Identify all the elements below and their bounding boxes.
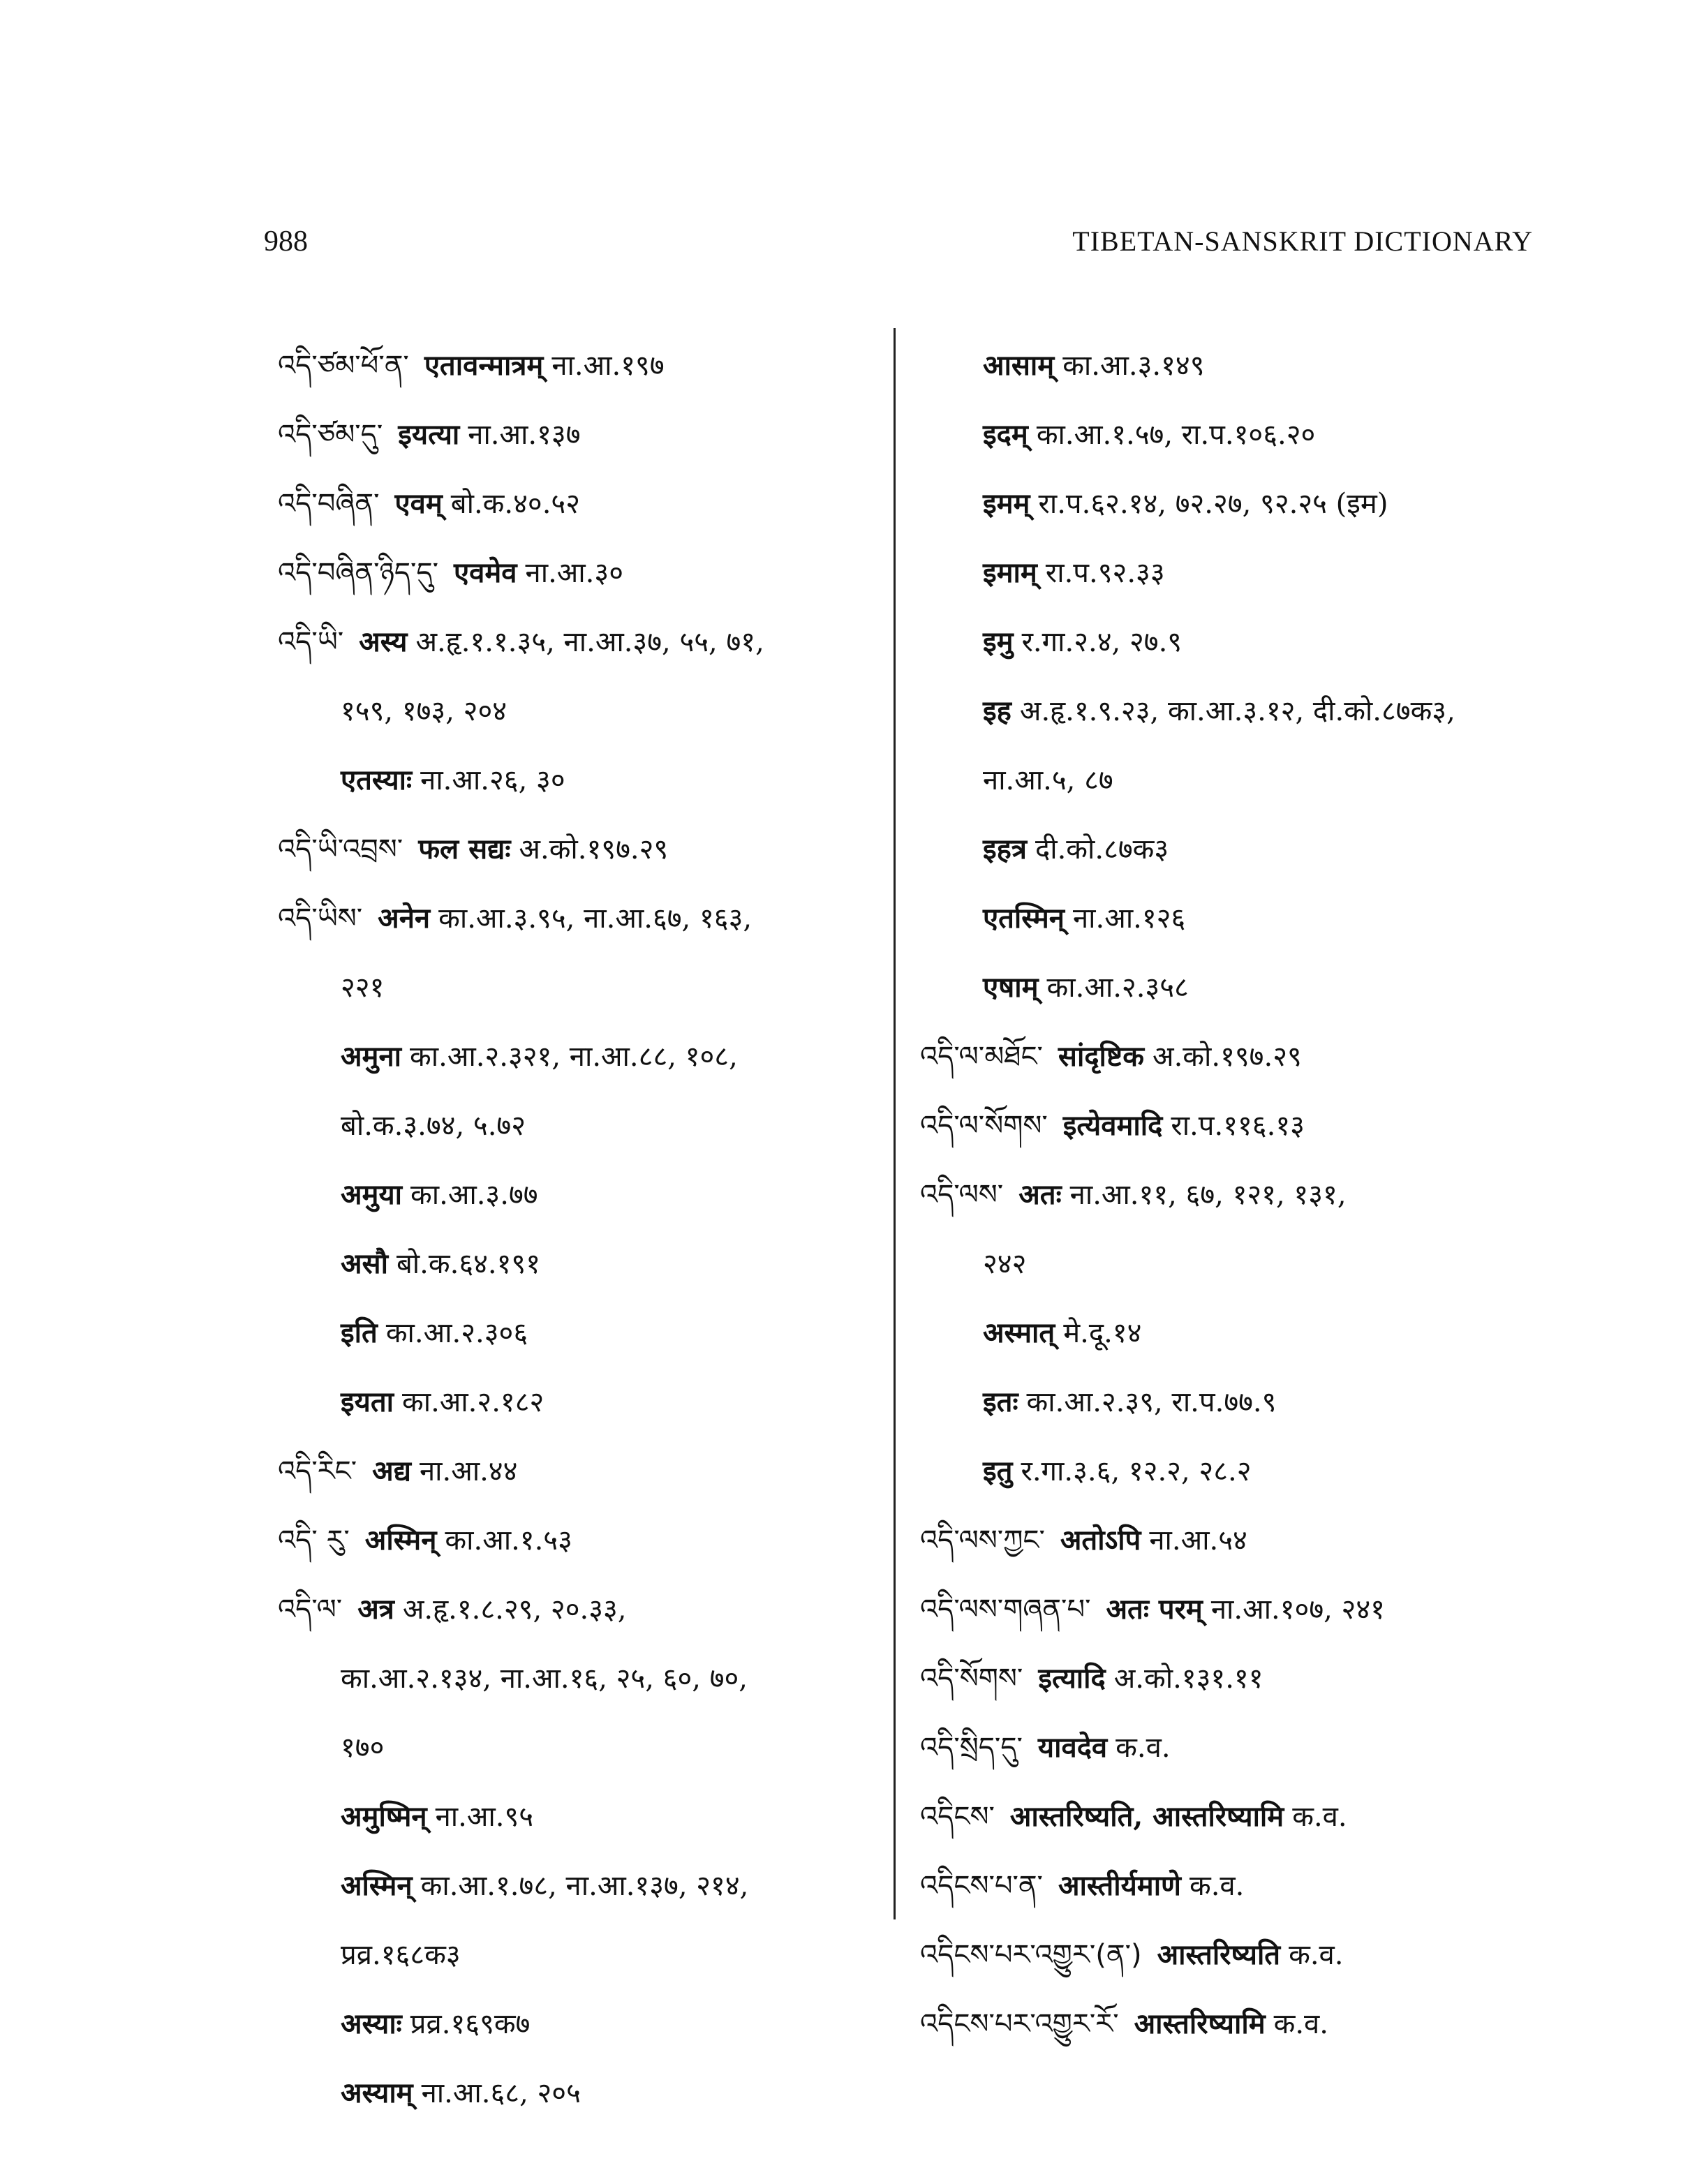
source-reference: का.आ.२.३५८ — [1046, 972, 1189, 1004]
tibetan-headword: འདི་སྲིད་དུ་ — [920, 1732, 1023, 1764]
entry-continuation — [278, 1864, 878, 1933]
sanskrit-equivalent: इहत्र — [983, 833, 1027, 866]
sanskrit-equivalent: इत्यादि — [1038, 1662, 1106, 1695]
source-reference: बो.क.३.७४, ५.७२ — [341, 1110, 526, 1142]
source-reference: रा.प.६२.१४, ७२.२७, ९२.२५ (इम) — [1038, 488, 1388, 520]
source-reference: अ.को.१३१.११ — [1113, 1663, 1263, 1695]
source-reference: ना.आ.१३७ — [468, 419, 581, 451]
tibetan-headword: འདིངས་ — [920, 1801, 995, 1833]
sanskrit-equivalent: अमुष्मिन् — [341, 1800, 427, 1833]
sanskrit-equivalent: इमाम् — [983, 556, 1037, 589]
source-reference: का.आ.१.५७, रा.प.१०६.२० — [1036, 419, 1316, 451]
sanskrit-equivalent: अस्मात् — [983, 1316, 1055, 1349]
sanskrit-equivalent: इदम् — [983, 418, 1028, 451]
entry-continuation — [920, 1449, 1548, 1518]
dictionary-entry — [920, 1933, 1548, 2002]
sanskrit-equivalent: एषाम् — [983, 971, 1039, 1004]
sanskrit-equivalent: एतस्मिन् — [983, 902, 1065, 935]
source-reference: का.आ.२.३०६ — [385, 1317, 528, 1349]
entry-continuation — [920, 620, 1548, 689]
entry-continuation — [920, 758, 1548, 827]
left-column — [278, 343, 878, 2140]
sanskrit-equivalent: अस्याः — [341, 2007, 402, 2040]
tibetan-headword: འདི་ལས་གཞན་པ་ — [920, 1594, 1091, 1626]
dictionary-entry — [920, 1656, 1548, 1725]
sanskrit-equivalent: इह — [983, 694, 1011, 727]
tibetan-headword: འདི་ཡི་འབྲས་ — [278, 833, 403, 866]
right-column — [920, 343, 1548, 2071]
sanskrit-equivalent: अमुना — [341, 1040, 402, 1073]
source-reference: ना.आ.२६, ३० — [420, 764, 565, 796]
entry-continuation — [278, 1795, 878, 1864]
source-reference: का.आ.३.९५, ना.आ.६७, १६३, — [438, 902, 753, 935]
tibetan-headword: འདིངས་པར་འགྱུར་རོ་ — [920, 2008, 1119, 2040]
column-divider — [894, 328, 896, 1919]
entry-continuation — [278, 1242, 878, 1311]
dictionary-entry — [920, 1725, 1548, 1795]
sanskrit-equivalent: अनेन — [378, 902, 431, 935]
sanskrit-equivalent: अतोऽपि — [1060, 1524, 1141, 1557]
dictionary-entry — [278, 827, 878, 896]
entry-continuation — [278, 1173, 878, 1242]
dictionary-entry — [278, 1449, 878, 1518]
source-reference: प्रव्र.१६८क३ — [341, 1939, 461, 1971]
entry-continuation — [278, 965, 878, 1034]
dictionary-entry — [920, 1173, 1548, 1242]
source-reference: अ.हृ.१.८.२९, २०.३३, — [402, 1594, 627, 1626]
sanskrit-equivalent: आस्तरिष्यामि — [1134, 2007, 1266, 2040]
sanskrit-equivalent: इत्येवमादि — [1062, 1109, 1163, 1142]
entry-continuation — [920, 896, 1548, 965]
sanskrit-equivalent: इयत्या — [398, 418, 460, 451]
running-title: TIBETAN-SANSKRIT DICTIONARY — [1072, 225, 1533, 257]
source-reference: र.गा.२.४, २७.९ — [1021, 626, 1183, 658]
entry-continuation — [278, 1933, 878, 2002]
sanskrit-equivalent: अस्मिन् — [364, 1524, 437, 1557]
sanskrit-equivalent: अस्याम् — [341, 2077, 413, 2109]
sanskrit-equivalent: एतस्याः — [341, 764, 413, 796]
tibetan-headword: འདིངས་པར་འགྱུར་(ན་) — [920, 1939, 1142, 1971]
source-reference: मे.दू.१४ — [1063, 1317, 1142, 1349]
tibetan-headword: འདི་སོགས་ — [920, 1663, 1023, 1695]
source-reference: ना.आ.९५ — [435, 1801, 534, 1833]
dictionary-entry — [920, 1104, 1548, 1173]
entry-continuation — [920, 551, 1548, 620]
source-reference: रा.प.११६.१३ — [1171, 1110, 1305, 1142]
sanskrit-equivalent: आस्तरिष्यति, आस्तरिष्यामि — [1009, 1800, 1284, 1833]
source-reference: रा.प.९२.३३ — [1045, 557, 1165, 589]
entry-continuation — [278, 1725, 878, 1795]
source-reference: का.आ.२.१३४, ना.आ.१६, २५, ६०, ७०, — [341, 1663, 748, 1695]
entry-continuation — [920, 413, 1548, 482]
dictionary-entry — [920, 1587, 1548, 1656]
entry-continuation — [920, 965, 1548, 1034]
source-reference: ना.आ.१०७, २४१ — [1210, 1594, 1385, 1626]
sanskrit-equivalent: एवमेव — [454, 556, 517, 589]
sanskrit-equivalent: आस्तरिष्यति — [1157, 1938, 1281, 1971]
entry-continuation — [920, 1311, 1548, 1380]
tibetan-headword: འདི་ཙམ་ཕོ་ན་ — [278, 350, 409, 382]
dictionary-entry — [920, 1795, 1548, 1864]
entry-continuation — [278, 758, 878, 827]
tibetan-headword: འདི་ལས་ཀྱང་ — [920, 1524, 1045, 1557]
source-reference: क.व. — [1292, 1801, 1347, 1833]
dictionary-entry — [278, 343, 878, 413]
source-reference: का.आ.३.७७ — [410, 1179, 538, 1211]
source-reference: बो.क.६४.१९१ — [396, 1248, 541, 1280]
source-reference: अ.को.१९७.२९ — [1152, 1041, 1302, 1073]
source-reference: क.व. — [1289, 1939, 1344, 1971]
entry-continuation — [278, 1034, 878, 1104]
entry-continuation — [920, 827, 1548, 896]
dictionary-entry — [278, 551, 878, 620]
source-reference: प्रव्र.१६९क७ — [410, 2008, 531, 2040]
sanskrit-equivalent: एतावन्मात्रम् — [424, 349, 544, 382]
source-reference: ना.आ.५४ — [1149, 1524, 1247, 1557]
source-reference: का.आ.३.१४९ — [1062, 350, 1205, 382]
tibetan-headword: འདི་བཞིན་ཉིད་དུ་ — [278, 557, 438, 589]
sanskrit-equivalent: इयता — [341, 1386, 394, 1418]
sanskrit-equivalent: असौ — [341, 1247, 388, 1280]
sanskrit-equivalent: अस्य — [359, 625, 408, 658]
entry-continuation — [278, 1104, 878, 1173]
dictionary-entry — [278, 482, 878, 551]
page-number: 988 — [264, 225, 308, 258]
sanskrit-equivalent: एवम् — [394, 487, 443, 520]
sanskrit-equivalent: आसाम् — [983, 349, 1055, 382]
entry-continuation — [278, 2071, 878, 2140]
sanskrit-equivalent: आस्तीर्यमाणे — [1058, 1869, 1181, 1902]
source-reference: दी.को.८७क३ — [1035, 833, 1169, 866]
source-reference: अ.हृ.१.१.३५, ना.आ.३७, ५५, ७१, — [415, 626, 764, 658]
source-reference: ना.आ.१२६ — [1072, 902, 1186, 935]
source-reference: अ.को.१९७.२९ — [519, 833, 669, 866]
sanskrit-equivalent: इतु — [983, 1455, 1013, 1487]
tibetan-headword: འདི་ཡིས་ — [278, 902, 363, 935]
entry-continuation — [920, 689, 1548, 758]
source-reference: बो.क.४०.५२ — [450, 488, 581, 520]
dictionary-entry — [920, 1034, 1548, 1104]
sanskrit-equivalent: फल सद्यः — [418, 833, 511, 866]
tibetan-headword: འདིངས་པ་ན་ — [920, 1870, 1043, 1902]
tibetan-headword: འདི་ཙམ་དུ་ — [278, 419, 383, 451]
dictionary-entry — [278, 1587, 878, 1656]
source-reference: ना.आ.११, ६७, १२१, १३१, — [1069, 1179, 1347, 1211]
sanskrit-equivalent: इमु — [983, 625, 1014, 658]
entry-continuation — [920, 482, 1548, 551]
entry-continuation — [278, 689, 878, 758]
sanskrit-equivalent: सांदृष्टिक — [1058, 1040, 1145, 1073]
tibetan-headword: འདི་ རུ་ — [278, 1524, 350, 1557]
sanskrit-equivalent: अमुया — [341, 1178, 403, 1211]
dictionary-entry — [920, 1864, 1548, 1933]
source-reference: २४२ — [983, 1248, 1027, 1280]
tibetan-headword: འདི་ལ་ — [278, 1594, 343, 1626]
dictionary-entry — [920, 2002, 1548, 2071]
entry-continuation — [920, 1380, 1548, 1449]
entry-continuation — [920, 1242, 1548, 1311]
tibetan-headword: འདི་རིང་ — [278, 1455, 357, 1487]
source-reference: का.आ.२.३९, रा.प.७७.९ — [1026, 1386, 1277, 1418]
entry-continuation — [278, 1380, 878, 1449]
source-reference: का.आ.१.७८, ना.आ.१३७, २१४, — [420, 1870, 749, 1902]
sanskrit-equivalent: अत्र — [357, 1593, 394, 1626]
source-reference: ना.आ.५, ८७ — [983, 764, 1113, 796]
dictionary-entry — [278, 1518, 878, 1587]
source-reference: क.व. — [1115, 1732, 1171, 1764]
source-reference: क.व. — [1189, 1870, 1245, 1902]
source-reference: १५९, १७३, २०४ — [341, 695, 507, 727]
sanskrit-equivalent: इतः — [983, 1386, 1018, 1418]
source-reference: ना.आ.१९७ — [551, 350, 665, 382]
entry-continuation — [278, 1656, 878, 1725]
tibetan-headword: འདི་ལ་སོགས་ — [920, 1110, 1048, 1142]
dictionary-entry — [278, 896, 878, 965]
sanskrit-equivalent: अद्य — [372, 1455, 411, 1487]
sanskrit-equivalent: इमम् — [983, 487, 1030, 520]
source-reference: २२१ — [341, 972, 385, 1004]
source-reference: का.आ.२.३२१, ना.आ.८८, १०८, — [410, 1041, 738, 1073]
source-reference: अ.हृ.१.९.२३, का.आ.३.१२, दी.को.८७क३, — [1019, 695, 1455, 727]
sanskrit-equivalent: अतः — [1018, 1178, 1062, 1211]
source-reference: र.गा.३.६, १२.२, २८.२ — [1021, 1455, 1252, 1487]
source-reference: का.आ.१.५३ — [445, 1524, 572, 1557]
source-reference: क.व. — [1273, 2008, 1328, 2040]
tibetan-headword: འདི་ལ་མཐོང་ — [920, 1041, 1043, 1073]
entry-continuation — [920, 343, 1548, 413]
entry-continuation — [278, 1311, 878, 1380]
source-reference: का.आ.२.१८२ — [402, 1386, 544, 1418]
source-reference: ना.आ.४४ — [419, 1455, 518, 1487]
sanskrit-equivalent: अस्मिन् — [341, 1869, 413, 1902]
dictionary-entry — [278, 620, 878, 689]
sanskrit-equivalent: अतः परम् — [1106, 1593, 1203, 1626]
source-reference: ना.आ.३० — [525, 557, 624, 589]
tibetan-headword: འདི་ལས་ — [920, 1179, 1004, 1211]
sanskrit-equivalent: यावदेव — [1037, 1731, 1108, 1764]
dictionary-entry — [278, 413, 878, 482]
dictionary-entry — [920, 1518, 1548, 1587]
source-reference: ना.आ.६८, २०५ — [421, 2077, 581, 2109]
entry-continuation — [278, 2002, 878, 2071]
tibetan-headword: འདི་ཡི་ — [278, 626, 344, 658]
sanskrit-equivalent: इति — [341, 1316, 378, 1349]
tibetan-headword: འདི་བཞིན་ — [278, 488, 380, 520]
source-reference: १७० — [341, 1732, 385, 1764]
